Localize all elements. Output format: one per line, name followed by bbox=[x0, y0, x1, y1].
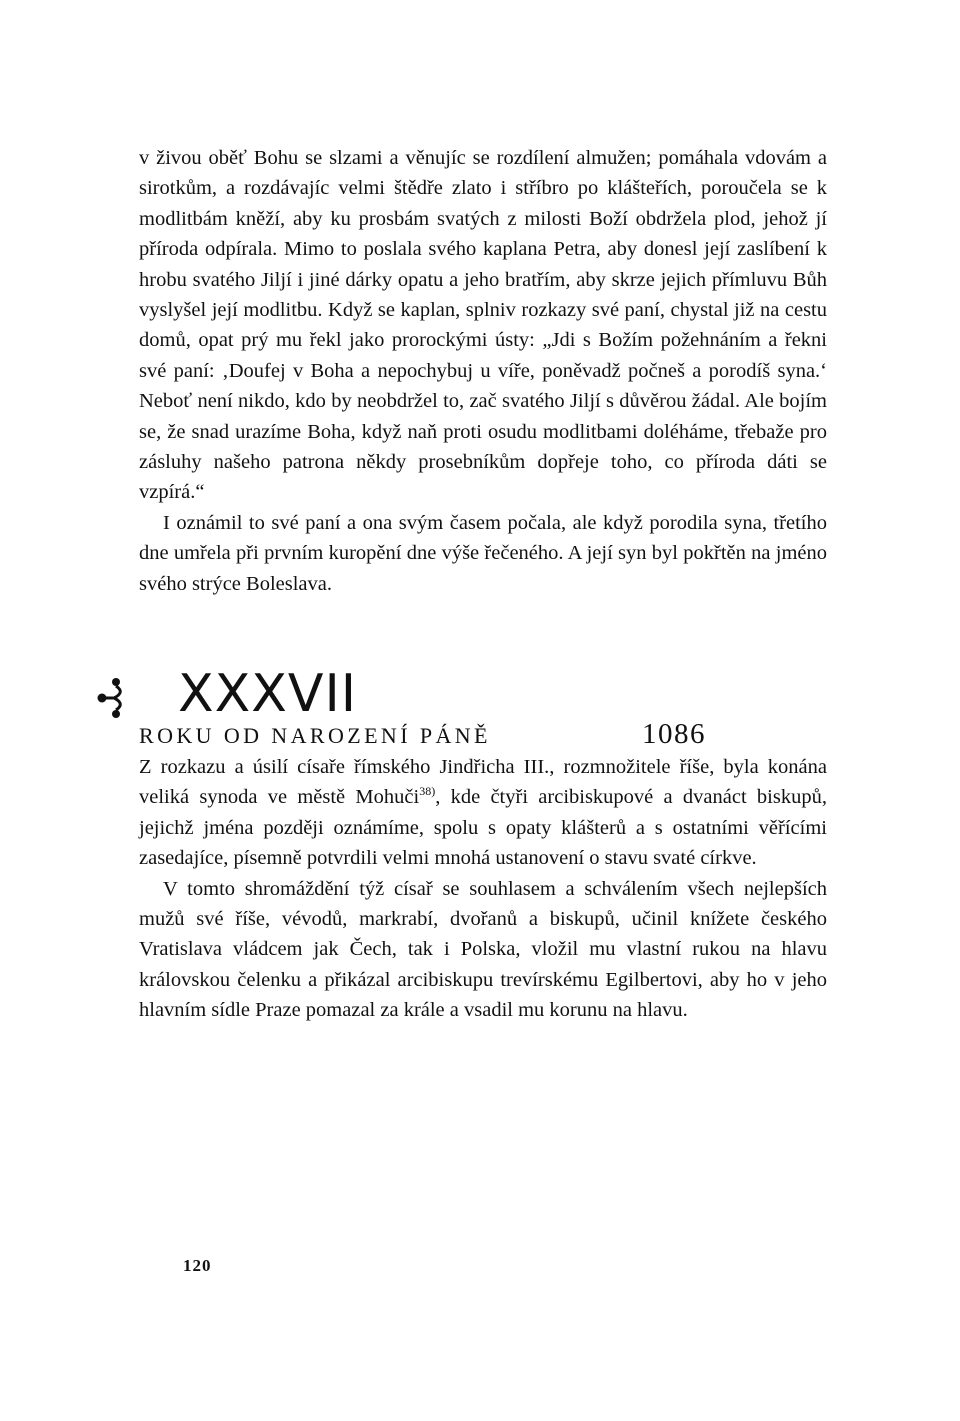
chapter-text bbox=[139, 752, 827, 1026]
chapter-heading: ROKU OD NAROZENÍ PÁNĚ bbox=[139, 723, 491, 748]
paragraph: v živou oběť Bohu se slzami a věnujíc se rozdílení almužen; pomáhala vdovám a sirotkům, a rozdávajíc velmi štědře zlato i stříbro po klášteřích, poroučela se k modlitbám kněží, aby ku prosbám svatých z milosti Boží obdržela plod, jehož jí příroda odpírala. Mimo to poslala svého kaplana Petra, aby donesl její zaslíbení k hrobu svatého Jiljí i jiné dárky opatu a jeho bratřím, aby skrze jejich přímluvu Bůh vyslyšel její modlitbu. Když se kaplan, splniv rozkazy své paní, chystal již na cestu domů, opat prý mu řekl jako prorockými ústy: „Jdi s Božím požehnáním a řekni své paní: ‚Doufej v Boha a nepochybuj u víře, poněvadž počneš a porodíš syna.‘ Neboť není nikdo, kdo by neobdržel to, zač svatého Jiljí s důvěrou žádal. Ale bojím se, že snad urazíme Boha, když naň proti osudu modlitbami doléháme, třebaže pro zásluhy našeho patrona někdy prosebníkům dopřeje toho, co příroda dáti se vzpírá.“ bbox=[139, 147, 827, 504]
paragraph-text: Z rozkazu a úsilí císaře římského Jindřicha III., rozmnožitele říše, byla konána veliká synoda ve městě Mohuči bbox=[139, 756, 827, 809]
paragraph: I oznámil to své paní a ona svým časem počala, ale když porodila syna, třetího dne umřela při prvním kuropění dne výše řečeného. A její syn byl pokřtěn na jméno svého strýce Boleslava. bbox=[139, 511, 827, 595]
fleuron-icon bbox=[96, 676, 128, 720]
paragraph bbox=[139, 752, 827, 874]
page-number: 120 bbox=[183, 1256, 212, 1275]
paragraph: V tomto shromáždění týž císař se souhlasem a schválením všech nejlepších mužů své říše, vévodů, markrabí, dvořanů a biskupů, učinil knížete českého Vratislava vládcem jak Čech, tak i Polska, vložil mu vlastní rukou na hlavu královskou čelenku a přikázal arcibiskupu trevírskému Egilbertovi, aby ho v jeho hlavním sídle Praze pomazal za krále a vsadil mu korunu na hlavu. bbox=[139, 877, 827, 1022]
paragraph-text: , kde čtyři arcibiskupové a dvanáct biskupů, jejichž jména později oznámíme, spolu s opaty klášterů a s ostatními věřícími zasedajíce, písemně potvrdili velmi mnohá ustanovení o stavu svaté církve. bbox=[139, 786, 827, 870]
chapter-year: 1086 bbox=[642, 718, 706, 750]
footnote-marker: 38) bbox=[419, 784, 436, 799]
continuation-text bbox=[139, 143, 827, 599]
chapter-number: XXXVII bbox=[178, 664, 358, 724]
